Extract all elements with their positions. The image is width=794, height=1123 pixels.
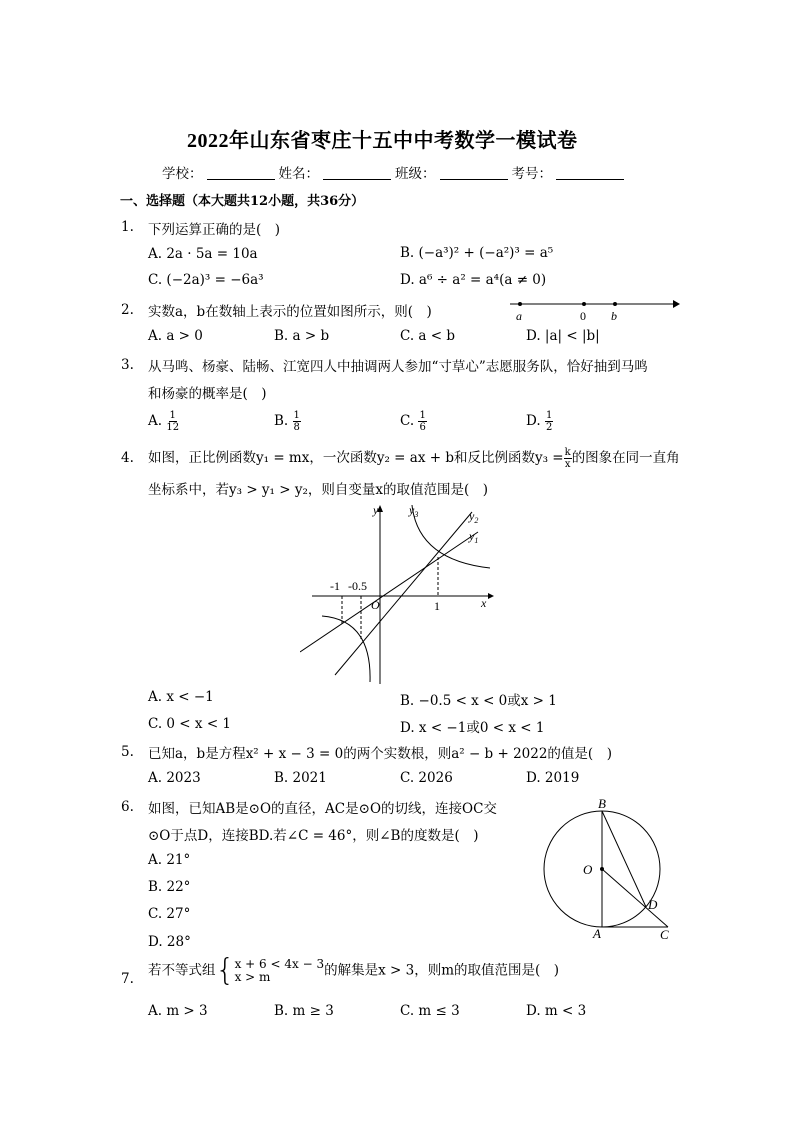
fraction: $\frac{1}{12}$ [166, 410, 180, 433]
origin-label: O [371, 598, 380, 612]
left-brace-icon: { [215, 953, 235, 988]
tick-1: 1 [434, 599, 440, 613]
label-zero: 0 [580, 309, 586, 323]
q3-stem-line1: 从马鸣、杨豪、陆畅、江宽四人中抽调两人参加“寸草心”志愿服务队，恰好抽到马鸣 [148, 359, 648, 375]
fraction: $\frac{1}{6}$ [419, 410, 426, 433]
class-label: 班级： [395, 166, 436, 182]
y-axis-label: y [373, 503, 379, 517]
q7-number: 7. [121, 971, 134, 987]
q3-option-a: A. $\frac{1}{12}$ [148, 410, 180, 433]
q7-option-d: D. m < 3 [526, 1003, 587, 1019]
page-title: 2022年山东省枣庄十五中中考数学一模试卷 [187, 130, 578, 152]
label-a: A [593, 926, 601, 941]
q5-option-b: B. 2021 [274, 770, 327, 786]
q7-option-c: C. m ≤ 3 [400, 1003, 460, 1019]
q1-stem: 下列运算正确的是( ) [148, 222, 281, 238]
tick-minus-1: -1 [330, 579, 340, 593]
q4-option-b: B. −0.5 < x < 0或x > 1 [400, 693, 557, 709]
name-label: 姓名： [278, 166, 319, 182]
q1-option-d: D. a⁶ ÷ a² = a⁴(a ≠ 0) [400, 272, 547, 288]
q6-stem-line2: ⊙O于点D，连接BD.若∠C = 46°，则∠B的度数是( ) [148, 828, 479, 844]
label-b: B [598, 796, 606, 811]
q2-option-c: C. a < b [400, 328, 456, 344]
q7-stem: 若不等式组 { x + 6 < 4x − 3 x > m 的解集是x > 3，则m的取值范围是( ) [148, 953, 560, 988]
q1-number: 1. [121, 219, 134, 235]
school-blank[interactable] [207, 165, 275, 180]
q1-option-a: A. 2a · 5a = 10a [148, 246, 258, 262]
fraction: $\frac{1}{8}$ [293, 410, 300, 433]
label-a: a [516, 309, 522, 323]
line-y2 [335, 512, 472, 675]
q4-option-d: D. x < −1或0 < x < 1 [400, 720, 545, 736]
function-graph-figure [300, 500, 500, 685]
class-blank[interactable] [440, 165, 508, 180]
label-b: b [611, 309, 617, 323]
q4-option-a: A. x < −1 [148, 689, 214, 705]
section-heading: 一、选择题（本大题共12小题，共36分） [120, 194, 365, 209]
q5-option-a: A. 2023 [148, 770, 201, 786]
q6-option-c: C. 27° [148, 906, 191, 922]
number-label: 考号： [511, 166, 552, 182]
q7-option-a: A. m > 3 [148, 1003, 208, 1019]
tick-minus-0-5: -0.5 [348, 579, 367, 593]
student-info-line [162, 162, 628, 182]
q2-option-d: D. |a| < |b| [526, 328, 600, 344]
q3-number: 3. [121, 357, 134, 373]
curve-y3-lower [322, 616, 370, 682]
q5-number: 5. [121, 744, 134, 760]
fraction: $\frac{k}{x}$ [564, 447, 571, 470]
q2-stem: 实数a，b在数轴上表示的位置如图所示，则( ) [148, 304, 432, 320]
inequality-system: { x + 6 < 4x − 3 x > m [215, 953, 325, 988]
school-label: 学校： [162, 166, 203, 182]
q6-option-a: A. 21° [148, 852, 191, 868]
label-y3: $y_3$ [409, 503, 419, 519]
q4-number: 4. [121, 450, 134, 466]
q2-option-a: A. a > 0 [148, 328, 203, 344]
label-d: D [648, 897, 658, 912]
q6-number: 6. [121, 799, 134, 815]
label-c: C [660, 927, 669, 942]
center-point [600, 867, 604, 871]
point-b [613, 302, 617, 306]
q3-option-b: B. $\frac{1}{8}$ [274, 410, 300, 433]
label-o: O [583, 862, 593, 877]
q3-stem-line2: 和杨豪的概率是( ) [148, 386, 267, 402]
q2-option-b: B. a > b [274, 328, 330, 344]
q6-option-b: B. 22° [148, 879, 191, 895]
x-axis-label: x [481, 596, 487, 610]
circle-geometry-figure [538, 795, 678, 945]
number-blank[interactable] [556, 165, 624, 180]
segment-oc [602, 869, 668, 927]
label-y1: $y_1$ [469, 529, 479, 545]
q6-stem-line1: 如图，已知AB是⊙O的直径，AC是⊙O的切线，连接OC交 [148, 801, 497, 817]
q7-option-b: B. m ≥ 3 [274, 1003, 334, 1019]
q5-option-c: C. 2026 [400, 770, 453, 786]
q6-option-d: D. 28° [148, 934, 191, 950]
q3-option-d: D. $\frac{1}{2}$ [526, 410, 553, 433]
name-blank[interactable] [323, 165, 391, 180]
q4-stem-line2: 坐标系中，若y₃ > y₁ > y₂，则自变量x的取值范围是( ) [148, 482, 489, 498]
q5-option-d: D. 2019 [526, 770, 580, 786]
q4-option-c: C. 0 < x < 1 [148, 716, 232, 732]
segment-bd [602, 811, 646, 907]
number-line-figure [505, 294, 680, 324]
label-y2: $y_2$ [469, 509, 479, 525]
q1-option-c: C. (−2a)³ = −6a³ [148, 272, 264, 288]
line-y1 [300, 532, 478, 652]
point-a [518, 302, 522, 306]
point-zero [582, 302, 586, 306]
q4-stem-line1: 如图，正比例函数y₁ = mx，一次函数y₂ = ax + b和反比例函数y₃ = $\frac{k}{x}$ 的图象在同一直角 [148, 447, 680, 470]
q2-number: 2. [121, 302, 134, 318]
q3-option-c: C. $\frac{1}{6}$ [400, 410, 426, 433]
fraction: $\frac{1}{2}$ [545, 410, 553, 433]
q5-stem: 已知a，b是方程x² + x − 3 = 0的两个实数根，则a² − b + 2022的值是( ) [148, 746, 612, 762]
q1-option-b: B. (−a³)² + (−a²)³ = a⁵ [400, 245, 554, 261]
